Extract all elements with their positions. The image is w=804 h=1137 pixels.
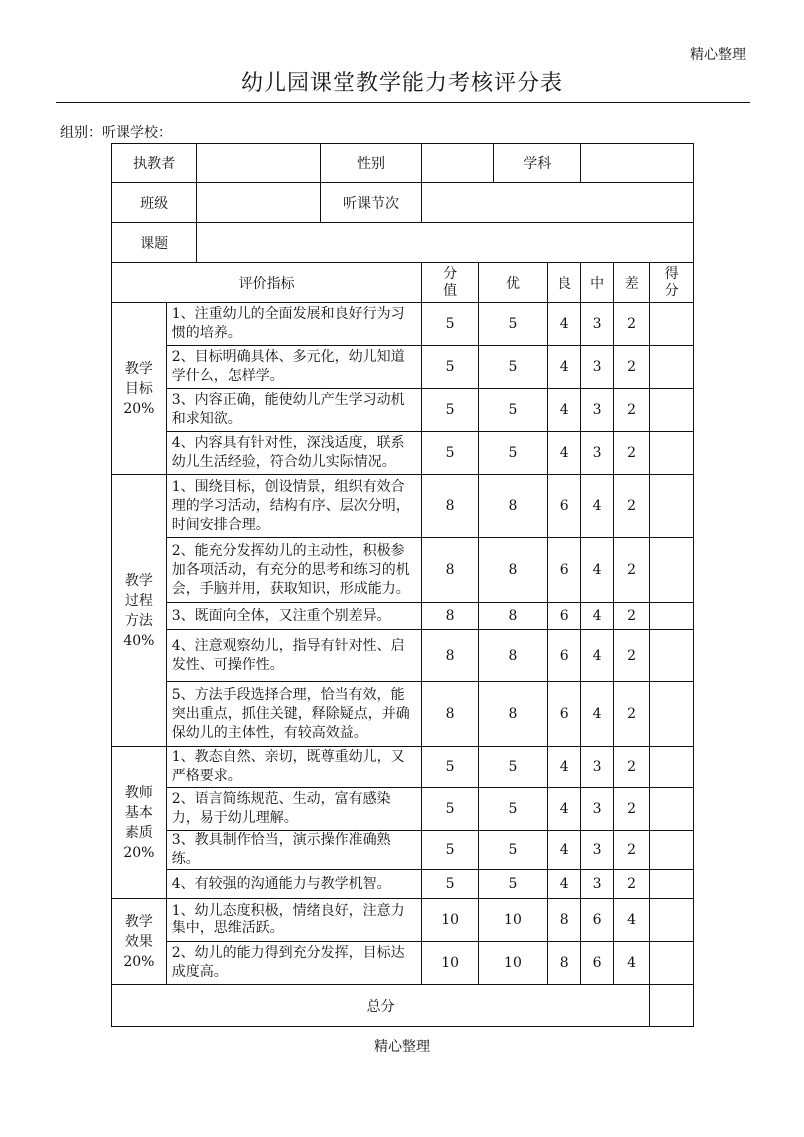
class-label: 班级 bbox=[112, 183, 197, 223]
score-good: 8 bbox=[547, 942, 580, 985]
page-title: 幼儿园课堂教学能力考核评分表 bbox=[240, 71, 563, 96]
score-excellent: 8 bbox=[479, 682, 548, 747]
score-obtained[interactable] bbox=[650, 346, 694, 389]
score-medium: 3 bbox=[581, 788, 613, 831]
criterion-text: 1、幼儿态度积极，情绪良好，注意力集中，思维活跃。 bbox=[166, 899, 421, 942]
score-obtained[interactable] bbox=[650, 747, 694, 788]
score-medium: 4 bbox=[581, 630, 613, 682]
subject-label: 学科 bbox=[494, 144, 581, 183]
score-value: 8 bbox=[422, 630, 479, 682]
title-divider bbox=[56, 102, 750, 103]
excellent-header: 优 bbox=[479, 263, 548, 303]
score-obtained[interactable] bbox=[650, 630, 694, 682]
score-obtained[interactable] bbox=[650, 475, 694, 538]
criteria-row bbox=[112, 831, 694, 870]
score-good: 8 bbox=[547, 899, 580, 942]
criteria-row bbox=[112, 346, 694, 389]
score-excellent: 8 bbox=[479, 538, 548, 603]
score-obtained[interactable] bbox=[650, 432, 694, 475]
score-medium: 4 bbox=[581, 475, 613, 538]
score-excellent: 5 bbox=[479, 389, 548, 432]
group-school-line: 组别：听课学校： bbox=[60, 125, 172, 141]
criteria-row bbox=[112, 603, 694, 630]
good-header: 良 bbox=[547, 263, 580, 303]
medium-header: 中 bbox=[581, 263, 613, 303]
score-value: 5 bbox=[422, 747, 479, 788]
score-poor: 2 bbox=[613, 603, 650, 630]
score-value: 5 bbox=[422, 389, 479, 432]
score-excellent: 10 bbox=[479, 899, 548, 942]
topic-value[interactable] bbox=[197, 223, 694, 263]
indicator-header: 评价指标 bbox=[112, 263, 422, 303]
score-medium: 3 bbox=[581, 432, 613, 475]
score-poor: 2 bbox=[613, 831, 650, 870]
score-medium: 3 bbox=[581, 870, 613, 899]
score-poor: 2 bbox=[613, 303, 650, 346]
score-obtained[interactable] bbox=[650, 303, 694, 346]
score-obtained[interactable] bbox=[650, 942, 694, 985]
total-row bbox=[112, 985, 694, 1027]
score-excellent: 8 bbox=[479, 630, 548, 682]
score-good: 4 bbox=[547, 870, 580, 899]
score-excellent: 10 bbox=[479, 942, 548, 985]
criteria-row bbox=[112, 899, 694, 942]
score-medium: 3 bbox=[581, 747, 613, 788]
criteria-row bbox=[112, 747, 694, 788]
score-excellent: 5 bbox=[479, 432, 548, 475]
score-poor: 2 bbox=[613, 538, 650, 603]
score-excellent: 5 bbox=[479, 870, 548, 899]
score-poor: 2 bbox=[613, 389, 650, 432]
criterion-text: 2、幼儿的能力得到充分发挥，目标达成度高。 bbox=[166, 942, 421, 985]
score-poor: 2 bbox=[613, 788, 650, 831]
score-good: 6 bbox=[547, 630, 580, 682]
criteria-header-row bbox=[112, 263, 694, 303]
score-excellent: 8 bbox=[479, 603, 548, 630]
score-excellent: 5 bbox=[479, 303, 548, 346]
score-excellent: 5 bbox=[479, 831, 548, 870]
criterion-text: 5、方法手段选择合理，恰当有效，能突出重点，抓住关键，释除疑点，并确保幼儿的主体性，有较高效益。 bbox=[166, 682, 421, 747]
criteria-row bbox=[112, 788, 694, 831]
criterion-text: 2、目标明确具体、多元化，幼儿知道学什么，怎样学。 bbox=[166, 346, 421, 389]
gender-value[interactable] bbox=[422, 144, 494, 183]
score-value: 5 bbox=[422, 831, 479, 870]
footer-note: 精心整理 bbox=[374, 1039, 430, 1055]
score-value: 8 bbox=[422, 682, 479, 747]
score-medium: 3 bbox=[581, 346, 613, 389]
score-good: 4 bbox=[547, 831, 580, 870]
score-good: 4 bbox=[547, 346, 580, 389]
score-value: 8 bbox=[422, 475, 479, 538]
score-value: 5 bbox=[422, 870, 479, 899]
poor-header: 差 bbox=[613, 263, 650, 303]
score-good: 6 bbox=[547, 538, 580, 603]
score-good: 4 bbox=[547, 303, 580, 346]
score-obtained[interactable] bbox=[650, 603, 694, 630]
score-good: 6 bbox=[547, 603, 580, 630]
obtained-header: 得分 bbox=[650, 263, 694, 303]
category-teacher-quality: 教师 基本 素质 20% bbox=[112, 747, 167, 899]
criterion-text: 1、注重幼儿的全面发展和良好行为习惯的培养。 bbox=[166, 303, 421, 346]
score-value: 10 bbox=[422, 942, 479, 985]
criteria-row bbox=[112, 630, 694, 682]
gender-label: 性别 bbox=[320, 144, 421, 183]
criteria-row bbox=[112, 682, 694, 747]
class-value[interactable] bbox=[197, 183, 321, 223]
criterion-text: 4、内容具有针对性，深浅适度，联系幼儿生活经验，符合幼儿实际情况。 bbox=[166, 432, 421, 475]
score-medium: 3 bbox=[581, 831, 613, 870]
info-row-class bbox=[112, 183, 694, 223]
score-obtained[interactable] bbox=[650, 870, 694, 899]
score-value: 8 bbox=[422, 603, 479, 630]
score-good: 6 bbox=[547, 682, 580, 747]
score-value: 5 bbox=[422, 303, 479, 346]
category-teaching-effect: 教学 效果 20% bbox=[112, 899, 167, 985]
score-medium: 4 bbox=[581, 538, 613, 603]
score-value: 5 bbox=[422, 432, 479, 475]
score-poor: 2 bbox=[613, 682, 650, 747]
score-obtained[interactable] bbox=[650, 831, 694, 870]
score-value: 8 bbox=[422, 538, 479, 603]
score-medium: 6 bbox=[581, 899, 613, 942]
info-row-teacher bbox=[112, 144, 694, 183]
score-poor: 2 bbox=[613, 346, 650, 389]
total-label: 总分 bbox=[112, 985, 650, 1027]
score-value: 10 bbox=[422, 899, 479, 942]
score-excellent: 8 bbox=[479, 475, 548, 538]
total-score[interactable] bbox=[650, 985, 694, 1027]
criteria-row bbox=[112, 432, 694, 475]
criterion-text: 4、有较强的沟通能力与教学机智。 bbox=[166, 870, 421, 899]
criteria-row bbox=[112, 942, 694, 985]
score-obtained[interactable] bbox=[650, 899, 694, 942]
category-teaching-goals: 教学 目标 20% bbox=[112, 303, 167, 475]
top-note: 精心整理 bbox=[690, 47, 746, 63]
score-poor: 2 bbox=[613, 747, 650, 788]
score-excellent: 5 bbox=[479, 747, 548, 788]
criteria-row bbox=[112, 538, 694, 603]
score-medium: 3 bbox=[581, 303, 613, 346]
score-poor: 4 bbox=[613, 942, 650, 985]
score-good: 4 bbox=[547, 747, 580, 788]
score-obtained[interactable] bbox=[650, 538, 694, 603]
score-poor: 2 bbox=[613, 630, 650, 682]
topic-label: 课题 bbox=[112, 223, 197, 263]
teacher-value[interactable] bbox=[197, 144, 321, 183]
teacher-label: 执教者 bbox=[112, 144, 197, 183]
criterion-text: 3、内容正确，能使幼儿产生学习动机和求知欲。 bbox=[166, 389, 421, 432]
criteria-row bbox=[112, 303, 694, 346]
score-table bbox=[111, 143, 694, 1027]
score-poor: 2 bbox=[613, 870, 650, 899]
criterion-text: 1、围绕目标，创设情景，组织有效合理的学习活动，结构有序、层次分明，时间安排合理。 bbox=[166, 475, 421, 538]
score-obtained[interactable] bbox=[650, 682, 694, 747]
criterion-text: 2、能充分发挥幼儿的主动性，积极参加各项活动，有充分的思考和练习的机会，手脑并用，获取知识，形成能力。 bbox=[166, 538, 421, 603]
score-poor: 2 bbox=[613, 432, 650, 475]
info-row-topic bbox=[112, 223, 694, 263]
score-obtained[interactable] bbox=[650, 788, 694, 831]
score-value: 5 bbox=[422, 346, 479, 389]
score-medium: 3 bbox=[581, 389, 613, 432]
score-medium: 6 bbox=[581, 942, 613, 985]
criterion-text: 3、既面向全体，又注重个别差异。 bbox=[166, 603, 421, 630]
score-excellent: 5 bbox=[479, 788, 548, 831]
score-poor: 4 bbox=[613, 899, 650, 942]
criteria-row bbox=[112, 475, 694, 538]
score-good: 4 bbox=[547, 432, 580, 475]
category-teaching-process: 教学 过程 方法 40% bbox=[112, 475, 167, 747]
score-value-header: 分值 bbox=[422, 263, 479, 303]
score-value: 5 bbox=[422, 788, 479, 831]
period-label: 听课节次 bbox=[320, 183, 421, 223]
score-good: 4 bbox=[547, 788, 580, 831]
criterion-text: 3、教具制作恰当，演示操作准确熟练。 bbox=[166, 831, 421, 870]
criteria-row bbox=[112, 870, 694, 899]
score-obtained[interactable] bbox=[650, 389, 694, 432]
criteria-row bbox=[112, 389, 694, 432]
subject-value[interactable] bbox=[581, 144, 694, 183]
score-good: 6 bbox=[547, 475, 580, 538]
score-medium: 4 bbox=[581, 603, 613, 630]
period-value[interactable] bbox=[422, 183, 694, 223]
criterion-text: 2、语言简练规范、生动，富有感染力，易于幼儿理解。 bbox=[166, 788, 421, 831]
criterion-text: 4、注意观察幼儿，指导有针对性、启发性、可操作性。 bbox=[166, 630, 421, 682]
score-good: 4 bbox=[547, 389, 580, 432]
criterion-text: 1、教态自然、亲切，既尊重幼儿，又严格要求。 bbox=[166, 747, 421, 788]
score-excellent: 5 bbox=[479, 346, 548, 389]
score-poor: 2 bbox=[613, 475, 650, 538]
score-medium: 4 bbox=[581, 682, 613, 747]
